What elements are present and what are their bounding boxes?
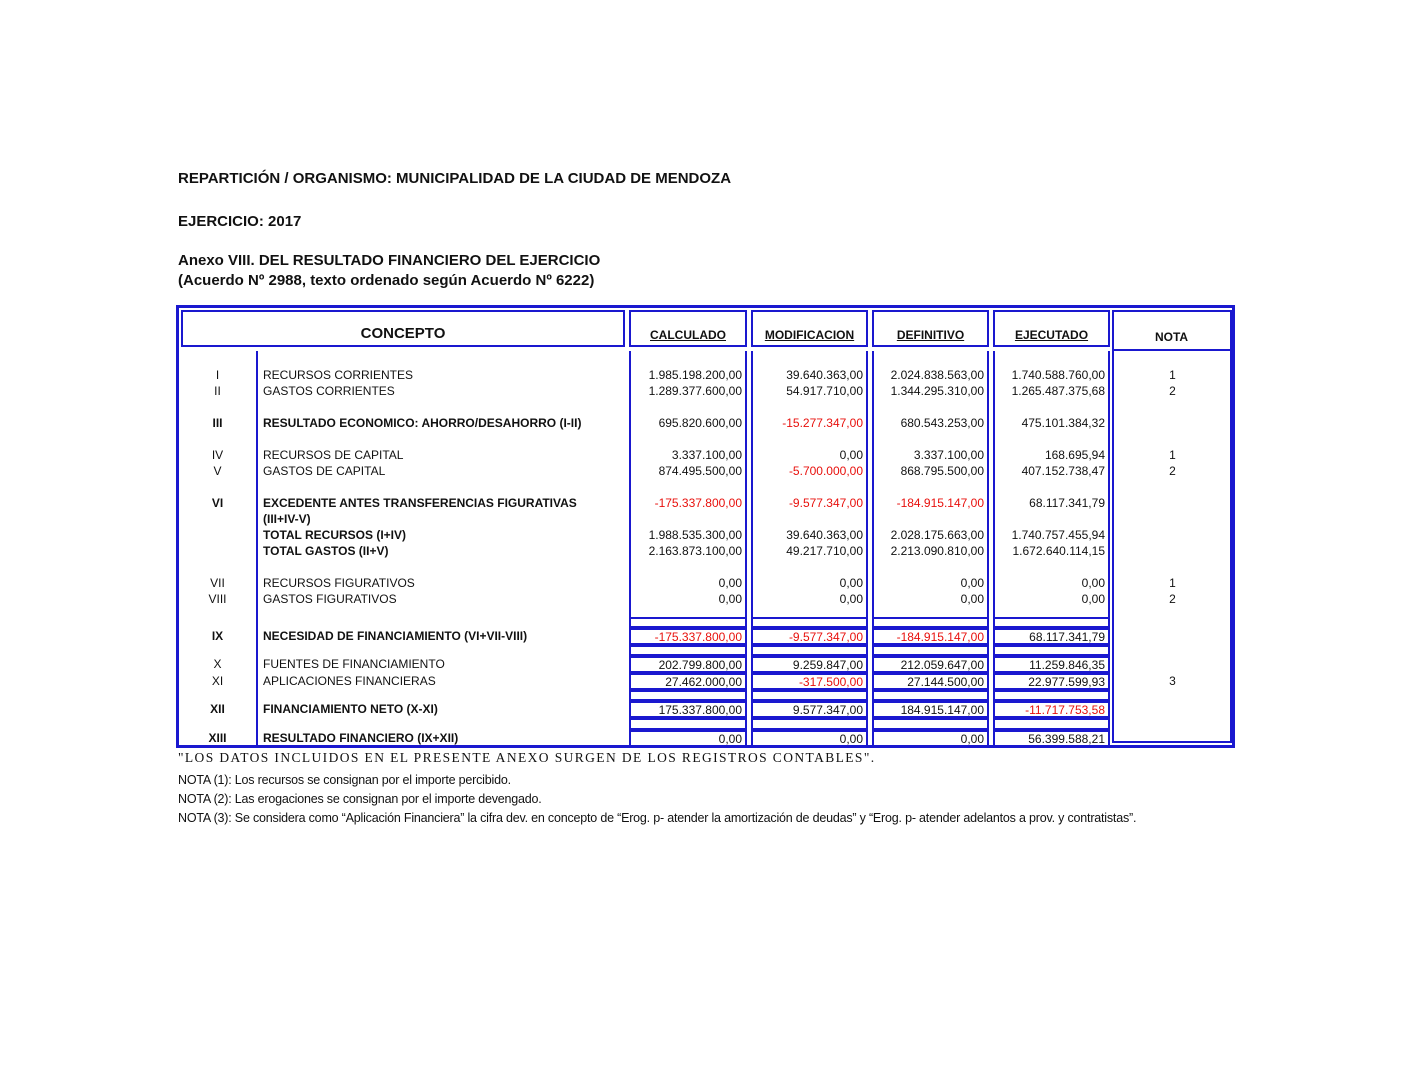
concept-label xyxy=(258,617,629,628)
table-row xyxy=(179,591,1232,607)
value-definitivo xyxy=(872,431,989,447)
concept-label: GASTOS CORRIENTES xyxy=(263,384,395,398)
value-ejecutado: 68.117.341,79 xyxy=(993,495,1110,511)
concept-label: (III+IV-V) xyxy=(263,512,311,526)
value-calculado: 695.820.600,00 xyxy=(629,415,747,431)
value-calculado xyxy=(629,718,747,730)
value-modificacion xyxy=(751,690,868,701)
value-modificacion: -9.577.347,00 xyxy=(751,495,868,511)
row-numeral: X xyxy=(179,656,258,673)
value-definitivo: 0,00 xyxy=(872,591,989,607)
value-definitivo: 868.795.500,00 xyxy=(872,463,989,479)
nota-value: 3 xyxy=(1169,674,1176,688)
value-ejecutado xyxy=(993,645,1110,656)
row-numeral xyxy=(179,351,258,367)
value-ejecutado: 1.740.588.760,00 xyxy=(993,367,1110,383)
concept-label xyxy=(258,607,629,617)
concept-label: NECESIDAD DE FINANCIAMIENTO (VI+VII-VIII) xyxy=(263,629,528,643)
value-definitivo: 0,00 xyxy=(872,730,989,747)
value-modificacion: 49.217.710,00 xyxy=(751,543,868,559)
value-definitivo: 1.344.295.310,00 xyxy=(872,383,989,399)
row-numeral: IX xyxy=(179,628,258,645)
nota-value xyxy=(1113,399,1232,415)
table-row xyxy=(179,351,1232,367)
document-footer xyxy=(178,750,1278,825)
concept-label xyxy=(258,399,629,415)
value-ejecutado: 11.259.846,35 xyxy=(993,656,1110,673)
concept-label xyxy=(258,479,629,495)
concept-label: RECURSOS FIGURATIVOS xyxy=(263,576,415,590)
nota-3-text: NOTA (3): Se considera como “Aplicación Financiera” la cifra dev. en concepto de “Erog. p- atender la amortización de deudas” y “Erog. p- atender adelantos a prov. y contratistas”. xyxy=(178,811,1137,825)
concept-label xyxy=(258,431,629,447)
value-modificacion: 0,00 xyxy=(751,575,868,591)
value-calculado: 2.163.873.100,00 xyxy=(629,543,747,559)
value-modificacion xyxy=(751,431,868,447)
row-numeral: XI xyxy=(179,673,258,690)
value-calculado: -175.337.800,00 xyxy=(629,628,747,645)
value-ejecutado: -11.717.753,58 xyxy=(993,701,1110,718)
value-modificacion xyxy=(751,559,868,575)
row-numeral xyxy=(179,645,258,656)
table-row xyxy=(179,367,1232,383)
value-ejecutado xyxy=(993,617,1110,628)
value-definitivo: 27.144.500,00 xyxy=(872,673,989,690)
value-ejecutado: 0,00 xyxy=(993,575,1110,591)
value-calculado: 1.985.198.200,00 xyxy=(629,367,747,383)
value-modificacion: 9.577.347,00 xyxy=(751,701,868,718)
value-modificacion xyxy=(751,351,868,367)
column-header-ejecutado xyxy=(993,310,1110,347)
value-calculado xyxy=(629,351,747,367)
concept-label: RECURSOS DE CAPITAL xyxy=(263,448,404,462)
value-modificacion: -317.500,00 xyxy=(751,673,868,690)
value-ejecutado: 407.152.738,47 xyxy=(993,463,1110,479)
value-modificacion: 0,00 xyxy=(751,591,868,607)
concept-label xyxy=(258,645,629,656)
nota-value xyxy=(1113,628,1232,645)
value-definitivo: 3.337.100,00 xyxy=(872,447,989,463)
value-calculado xyxy=(629,607,747,617)
row-numeral xyxy=(179,527,258,543)
value-ejecutado xyxy=(993,351,1110,367)
nota-value xyxy=(1113,645,1232,656)
row-numeral: II xyxy=(179,383,258,399)
nota-value xyxy=(1113,607,1232,617)
value-modificacion: -9.577.347,00 xyxy=(751,628,868,645)
value-ejecutado xyxy=(993,690,1110,701)
table-row xyxy=(179,447,1232,463)
value-ejecutado: 1.740.757.455,94 xyxy=(993,527,1110,543)
table-row xyxy=(179,690,1232,701)
value-modificacion: 9.259.847,00 xyxy=(751,656,868,673)
value-ejecutado xyxy=(993,607,1110,617)
concept-label: RECURSOS CORRIENTES xyxy=(263,368,414,382)
nota-value xyxy=(1113,511,1232,527)
value-ejecutado xyxy=(993,559,1110,575)
document-header xyxy=(178,170,1078,289)
value-calculado xyxy=(629,690,747,701)
value-calculado: 3.337.100,00 xyxy=(629,447,747,463)
value-ejecutado xyxy=(993,431,1110,447)
value-definitivo: 212.059.647,00 xyxy=(872,656,989,673)
value-definitivo xyxy=(872,479,989,495)
value-modificacion xyxy=(751,607,868,617)
value-definitivo: 0,00 xyxy=(872,575,989,591)
row-numeral: III xyxy=(179,415,258,431)
column-header-calculado xyxy=(629,310,747,347)
row-numeral: XIII xyxy=(179,730,258,747)
value-modificacion: 39.640.363,00 xyxy=(751,527,868,543)
row-numeral xyxy=(179,559,258,575)
value-calculado: 175.337.800,00 xyxy=(629,701,747,718)
value-definitivo: 2.213.090.810,00 xyxy=(872,543,989,559)
value-calculado xyxy=(629,511,747,527)
table-row xyxy=(179,479,1232,495)
value-modificacion: 39.640.363,00 xyxy=(751,367,868,383)
nota-value: 1 xyxy=(1169,448,1176,462)
nota-value: 2 xyxy=(1169,384,1176,398)
value-definitivo xyxy=(872,690,989,701)
table-row xyxy=(179,730,1232,747)
table-row xyxy=(179,495,1232,511)
value-ejecutado xyxy=(993,399,1110,415)
nota-value xyxy=(1113,495,1232,511)
value-ejecutado xyxy=(993,718,1110,730)
table-row xyxy=(179,718,1232,730)
value-definitivo: 2.024.838.563,00 xyxy=(872,367,989,383)
table-row xyxy=(179,575,1232,591)
nota-value: 1 xyxy=(1169,576,1176,590)
value-calculado: 1.289.377.600,00 xyxy=(629,383,747,399)
value-calculado: 202.799.800,00 xyxy=(629,656,747,673)
nota-value xyxy=(1113,656,1232,673)
column-header-calculado-label: CALCULADO xyxy=(650,328,726,342)
value-calculado: 0,00 xyxy=(629,575,747,591)
concept-label: RESULTADO FINANCIERO (IX+XII) xyxy=(263,731,459,745)
value-modificacion: 0,00 xyxy=(751,447,868,463)
ejercicio-title: EJERCICIO: 2017 xyxy=(178,213,302,230)
nota-1-text: NOTA (1): Los recursos se consignan por el importe percibido. xyxy=(178,773,511,787)
table-row xyxy=(179,559,1232,575)
concept-label: EXCEDENTE ANTES TRANSFERENCIAS FIGURATIVAS xyxy=(263,496,577,510)
value-calculado xyxy=(629,431,747,447)
column-header-ejecutado-label: EJECUTADO xyxy=(1014,328,1089,342)
concept-label: FINANCIAMIENTO NETO (X-XI) xyxy=(263,702,438,716)
table-row xyxy=(179,607,1232,617)
table-row xyxy=(179,431,1232,447)
nota-value: 2 xyxy=(1169,592,1176,606)
anexo-title: Anexo VIII. DEL RESULTADO FINANCIERO DEL EJERCICIO xyxy=(178,252,601,269)
column-header-concepto: CONCEPTO xyxy=(181,310,625,347)
table-header-row xyxy=(179,308,1232,351)
value-modificacion: -15.277.347,00 xyxy=(751,415,868,431)
nota-value xyxy=(1113,718,1232,730)
value-definitivo: 184.915.147,00 xyxy=(872,701,989,718)
row-numeral xyxy=(179,511,258,527)
value-calculado: 0,00 xyxy=(629,591,747,607)
value-definitivo xyxy=(872,559,989,575)
table-row xyxy=(179,656,1232,673)
table-row xyxy=(179,399,1232,415)
concept-label: TOTAL GASTOS (II+V) xyxy=(263,544,389,558)
value-calculado xyxy=(629,559,747,575)
acuerdo-subtitle: (Acuerdo Nº 2988, texto ordenado según Acuerdo Nº 6222) xyxy=(178,272,595,289)
value-definitivo xyxy=(872,617,989,628)
row-numeral: VI xyxy=(179,495,258,511)
table-row xyxy=(179,628,1232,645)
value-ejecutado: 0,00 xyxy=(993,591,1110,607)
table-row xyxy=(179,645,1232,656)
concept-label: GASTOS FIGURATIVOS xyxy=(263,592,397,606)
value-ejecutado: 1.672.640.114,15 xyxy=(993,543,1110,559)
value-definitivo xyxy=(872,607,989,617)
table-row xyxy=(179,527,1232,543)
row-numeral xyxy=(179,607,258,617)
value-calculado xyxy=(629,645,747,656)
value-ejecutado xyxy=(993,511,1110,527)
value-definitivo: 2.028.175.663,00 xyxy=(872,527,989,543)
value-modificacion xyxy=(751,617,868,628)
value-calculado: 27.462.000,00 xyxy=(629,673,747,690)
nota-2-text: NOTA (2): Las erogaciones se consignan por el importe devengado. xyxy=(178,792,542,806)
row-numeral: VIII xyxy=(179,591,258,607)
value-definitivo xyxy=(872,351,989,367)
value-calculado: 1.988.535.300,00 xyxy=(629,527,747,543)
table-row xyxy=(179,701,1232,718)
registros-contables-disclaimer: "LOS DATOS INCLUIDOS EN EL PRESENTE ANEXO SURGEN DE LOS REGISTROS CONTABLES". xyxy=(178,750,876,765)
column-header-definitivo-label: DEFINITIVO xyxy=(896,328,965,342)
concept-label: APLICACIONES FINANCIERAS xyxy=(263,674,436,688)
value-ejecutado: 22.977.599,93 xyxy=(993,673,1110,690)
value-calculado xyxy=(629,479,747,495)
nota-value: 2 xyxy=(1169,464,1176,478)
value-ejecutado: 168.695,94 xyxy=(993,447,1110,463)
value-calculado xyxy=(629,617,747,628)
concept-label xyxy=(258,690,629,701)
reparticion-title: REPARTICIÓN / ORGANISMO: MUNICIPALIDAD DE LA CIUDAD DE MENDOZA xyxy=(178,170,732,187)
value-modificacion xyxy=(751,645,868,656)
table-row xyxy=(179,511,1232,527)
concept-label xyxy=(258,351,629,367)
table-row xyxy=(179,617,1232,628)
value-modificacion xyxy=(751,479,868,495)
concept-label xyxy=(258,559,629,575)
value-definitivo xyxy=(872,511,989,527)
table-row xyxy=(179,463,1232,479)
value-definitivo: -184.915.147,00 xyxy=(872,628,989,645)
row-numeral xyxy=(179,617,258,628)
value-ejecutado: 475.101.384,32 xyxy=(993,415,1110,431)
nota-value xyxy=(1113,479,1232,495)
concept-label xyxy=(258,718,629,730)
value-modificacion xyxy=(751,718,868,730)
value-modificacion: -5.700.000,00 xyxy=(751,463,868,479)
row-numeral: V xyxy=(179,463,258,479)
column-header-definitivo xyxy=(872,310,989,347)
nota-value xyxy=(1113,730,1232,747)
value-modificacion: 54.917.710,00 xyxy=(751,383,868,399)
value-ejecutado: 56.399.588,21 xyxy=(993,730,1110,747)
row-numeral: IV xyxy=(179,447,258,463)
value-ejecutado xyxy=(993,479,1110,495)
value-definitivo xyxy=(872,399,989,415)
column-header-modificacion xyxy=(751,310,868,347)
concept-label: TOTAL RECURSOS (I+IV) xyxy=(263,528,407,542)
value-ejecutado: 1.265.487.375,68 xyxy=(993,383,1110,399)
column-header-modificacion-label: MODIFICACION xyxy=(764,328,855,342)
value-definitivo: -184.915.147,00 xyxy=(872,495,989,511)
row-numeral xyxy=(179,431,258,447)
value-calculado: -175.337.800,00 xyxy=(629,495,747,511)
nota-value xyxy=(1113,701,1232,718)
row-numeral xyxy=(179,690,258,701)
table-row xyxy=(179,543,1232,559)
concept-label: RESULTADO ECONOMICO: AHORRO/DESAHORRO (I-II) xyxy=(263,416,582,430)
row-numeral xyxy=(179,718,258,730)
table-body xyxy=(179,351,1232,747)
table-row xyxy=(179,415,1232,431)
concept-label: GASTOS DE CAPITAL xyxy=(263,464,386,478)
nota-value xyxy=(1113,415,1232,431)
value-definitivo: 680.543.253,00 xyxy=(872,415,989,431)
value-modificacion xyxy=(751,399,868,415)
nota-value xyxy=(1113,617,1232,628)
row-numeral: VII xyxy=(179,575,258,591)
row-numeral xyxy=(179,543,258,559)
table-row xyxy=(179,383,1232,399)
nota-value xyxy=(1113,690,1232,701)
resultado-financiero-table xyxy=(176,305,1235,748)
value-definitivo xyxy=(872,645,989,656)
row-numeral xyxy=(179,399,258,415)
value-calculado xyxy=(629,399,747,415)
value-calculado: 874.495.500,00 xyxy=(629,463,747,479)
value-definitivo xyxy=(872,718,989,730)
nota-value xyxy=(1113,543,1232,559)
value-ejecutado: 68.117.341,79 xyxy=(993,628,1110,645)
nota-value xyxy=(1113,559,1232,575)
row-numeral: I xyxy=(179,367,258,383)
row-numeral: XII xyxy=(179,701,258,718)
value-calculado: 0,00 xyxy=(629,730,747,747)
table-row xyxy=(179,673,1232,690)
column-header-nota: NOTA xyxy=(1154,330,1189,344)
nota-value: 1 xyxy=(1169,368,1176,382)
value-modificacion: 0,00 xyxy=(751,730,868,747)
value-modificacion xyxy=(751,511,868,527)
nota-value xyxy=(1113,527,1232,543)
nota-value xyxy=(1113,351,1232,367)
nota-value xyxy=(1113,431,1232,447)
row-numeral xyxy=(179,479,258,495)
concept-label: FUENTES DE FINANCIAMIENTO xyxy=(263,657,445,671)
